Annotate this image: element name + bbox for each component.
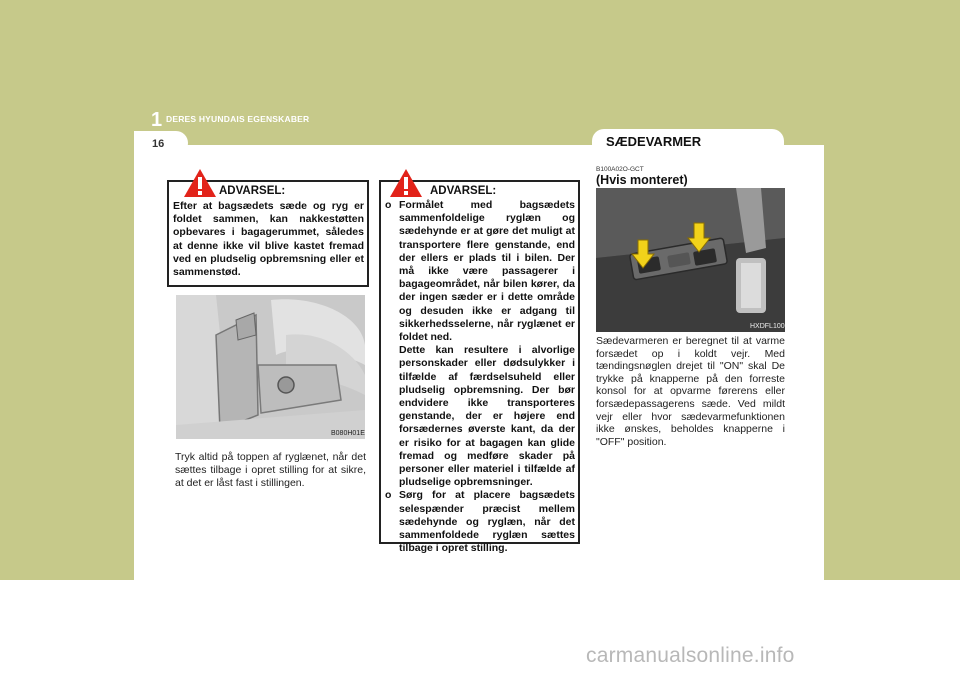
warning-item-text: Sørg for at placere bagsædets selespænder præcist mellem sædehynde og ryglæn, når det sammenfoldede ryglæn sættes tilbage i opret stilling. xyxy=(399,489,575,555)
section-title: SÆDEVARMER xyxy=(606,134,702,149)
right-photo-code: HXDFL100 xyxy=(750,323,785,330)
watermark: carmanualsonline.info xyxy=(586,644,795,667)
warning-icon xyxy=(183,168,217,198)
seat-headrest-photo xyxy=(176,295,365,439)
left-warning-text: Efter at bagsædets sæde og ryg er foldet sammen, kan nakkestøtten opbevares i bagagerummet, således at denne ikke vil blive kastet fremad ved en pludselig opbremsning eller et sammenstød. xyxy=(173,200,364,279)
list-item xyxy=(385,489,575,555)
list-item xyxy=(385,199,575,489)
middle-warning-list xyxy=(385,199,575,555)
console-illustration xyxy=(596,188,785,332)
bottom-margin xyxy=(0,580,960,678)
warning-item-text-continued: Dette kan resultere i alvorlige personskader eller dødsulykker i tilfælde af færdselsuheld eller pludselig opbremsning. Der bør endvidere ikke transporteres genstande, der er højere end forsædernes øverste kant, da der er risiko for at bagagen kan glide fremad og medføre skader på personer eller materiel i tilfælde af pludselige opbremsninger. xyxy=(399,344,575,489)
left-body-text: Tryk altid på toppen af ryglænet, når det sættes tilbage i opret stilling for at sikre, at det er låst fast i stillingen. xyxy=(175,451,366,489)
list-bullet: o xyxy=(385,489,392,502)
warning-item-text: Formålet med bagsædets sammenfoldelige ryglæn og sædehynde er at gøre det muligt at transportere flere genstande, end der ellers er plads til i bilen. Der må ikke være passagerer i bagageområdet, når bilen kører, da der ingen sæder er i dette område og desuden ikke er adgang til sikkerhedsselerne, når ryglænet er foldet ned. xyxy=(399,199,575,344)
middle-warning-heading: ADVARSEL: xyxy=(430,185,497,197)
subheading: (Hvis monteret) xyxy=(596,173,688,187)
seat-heater-photo xyxy=(596,188,785,332)
left-photo-code: B080H01E xyxy=(331,430,365,437)
chapter-title: DERES HYUNDAIS EGENSKABER xyxy=(166,114,310,124)
left-warning-heading: ADVARSEL: xyxy=(219,185,286,197)
section-code: B100A02O-GCT xyxy=(596,166,644,173)
right-body-text: Sædevarmeren er beregnet til at varme forsædet op i koldt vejr. Med tændingsnøglen drejet til "ON" skal De trykke på knapperne på den forreste konsol for at opvarme førerens eller forsædepassagerens sæde. Ved mildt vejr eller hvor sædevarmefunktionen ikke ønskes, beholdes knapperne i "OFF" position. xyxy=(596,335,785,448)
list-bullet: o xyxy=(385,199,392,211)
chapter-number: 1 xyxy=(151,109,163,131)
seat-illustration xyxy=(176,295,365,439)
warning-icon xyxy=(389,168,423,198)
page-number: 16 xyxy=(152,138,165,150)
